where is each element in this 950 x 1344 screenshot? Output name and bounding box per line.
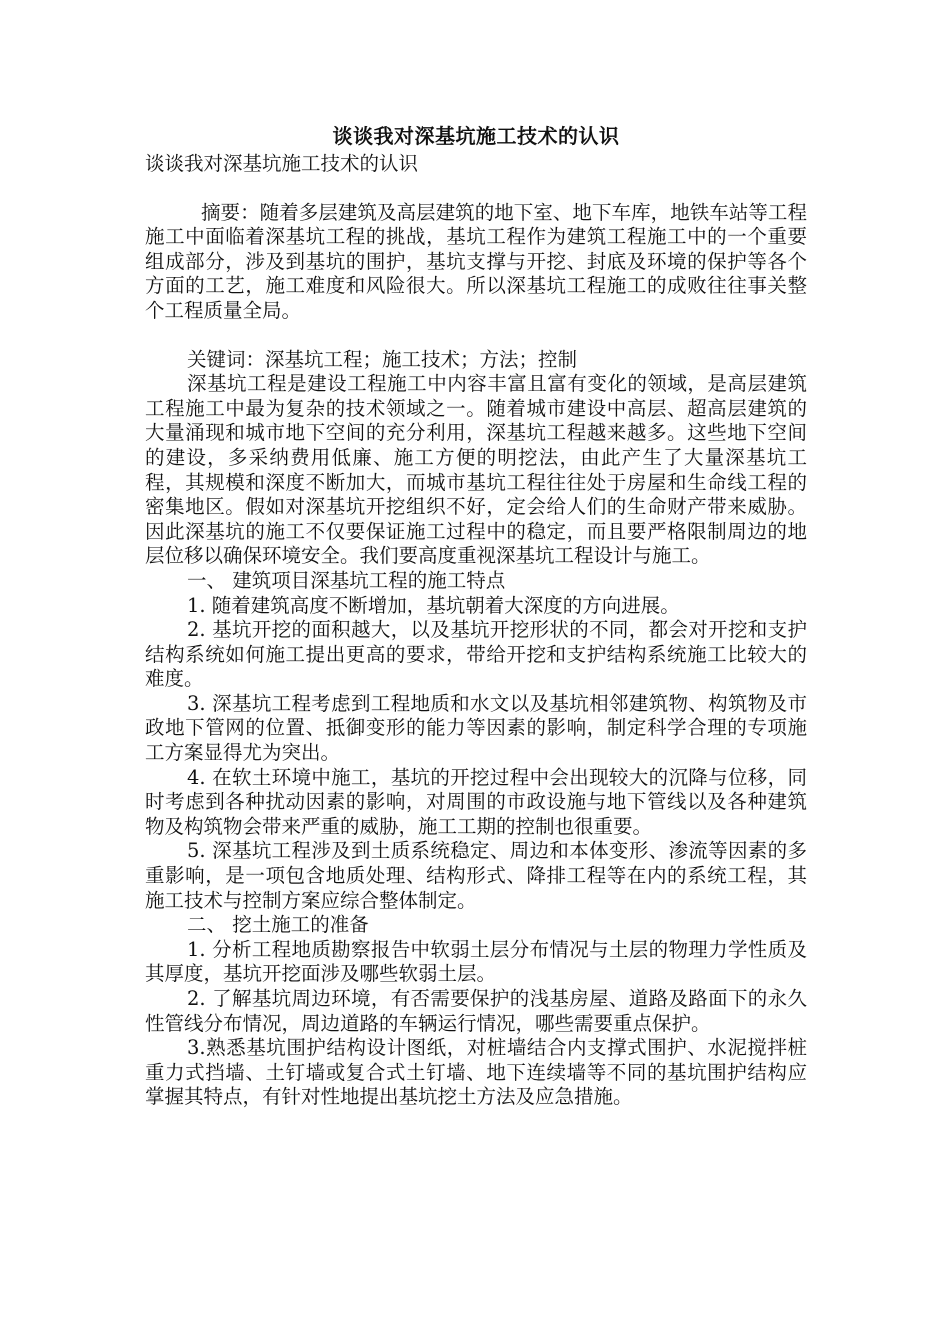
- section-1-item: 2. 基坑开挖的面积越大，以及基坑开挖形状的不同，都会对开挖和支护结构系统如何施工提出更高的要求，带给开挖和支护结构系统施工比较大的难度。: [145, 618, 807, 691]
- section-2-heading: 二、 挖土施工的准备: [187, 913, 369, 937]
- section-2-item: 2. 了解基坑周边环境，有否需要保护的浅基房屋、道路及路面下的永久性管线分布情况，周边道路的车辆运行情况，哪些需要重点保护。: [145, 987, 807, 1035]
- section-2-item: 1. 分析工程地质勘察报告中软弱土层分布情况与土层的物理力学性质及其厚度，基坑开挖面涉及哪些软弱土层。: [145, 937, 807, 986]
- section-1-item: 3. 深基坑工程考虑到工程地质和水文以及基坑相邻建筑物、构筑物及市政地下管网的位置、抵御变形的能力等因素的影响，制定科学合理的专项施工方案显得尤为突出。: [145, 691, 807, 765]
- keywords-line: 关键词：深基坑工程；施工技术；方法；控制: [187, 347, 578, 371]
- section-2-item: 3.熟悉基坑围护结构设计图纸，对桩墙结合内支撑式围护、水泥搅拌桩重力式挡墙、土钉墙或复合式土钉墙、地下连续墙等不同的基坑围护结构应掌握其特点，有针对性地提出基坑挖土方法及应急措施。: [145, 1036, 807, 1109]
- document-subtitle: 谈谈我对深基坑施工技术的认识: [145, 152, 419, 175]
- document-page: [145, 120, 807, 1110]
- section-1-heading: 一、 建筑项目深基坑工程的施工特点: [187, 568, 506, 592]
- intro-paragraph: 深基坑工程是建设工程施工中内容丰富且富有变化的领域，是高层建筑工程施工中最为复杂的技术领域之一。随着城市建设中高层、超高层建筑的大量涌现和城市地下空间的充分利用，深基坑工程越来越多。这些地下空间的建设，多采纳费用低廉、施工方便的明挖法，由此产生了大量深基坑工程，其规模和深度不断加大，而城市基坑工程往往处于房屋和生命线工程的密集地区。假如对深基坑开挖组织不好，定会给人们的生命财产带来威胁。因此深基坑的施工不仅要保证施工过程中的稳定，而且要严格限制周边的地层位移以确保环境安全。我们要高度重视深基坑工程设计与施工。: [145, 372, 807, 568]
- section-1-item: 5. 深基坑工程涉及到土质系统稳定、周边和本体变形、渗流等因素的多重影响，是一项包含地质处理、结构形式、降排工程等在内的系统工程，其施工技术与控制方案应综合整体制定。: [145, 839, 807, 912]
- section-1-item: 1. 随着建筑高度不断增加，基坑朝着大深度的方向进展。: [187, 593, 680, 617]
- section-1-item: 4. 在软土环境中施工，基坑的开挖过程中会出现较大的沉降与位移，同时考虑到各种扰动因素的影响，对周围的市政设施与地下管线以及各种建筑物及构筑物会带来严重的威胁，施工工期的控制也很重要。: [145, 765, 807, 838]
- abstract-paragraph: 摘要：随着多层建筑及高层建筑的地下室、地下车库，地铁车站等工程施工中面临着深基坑工程的挑战，基坑工程作为建筑工程施工中的一个重要组成部分，涉及到基坑的围护，基坑支撑与开挖、封底及环境的保护等各个方面的工艺，施工难度和风险很大。所以深基坑工程施工的成败往往事关整个工程质量全局。: [145, 200, 807, 322]
- document-title: 谈谈我对深基坑施工技术的认识: [332, 124, 620, 148]
